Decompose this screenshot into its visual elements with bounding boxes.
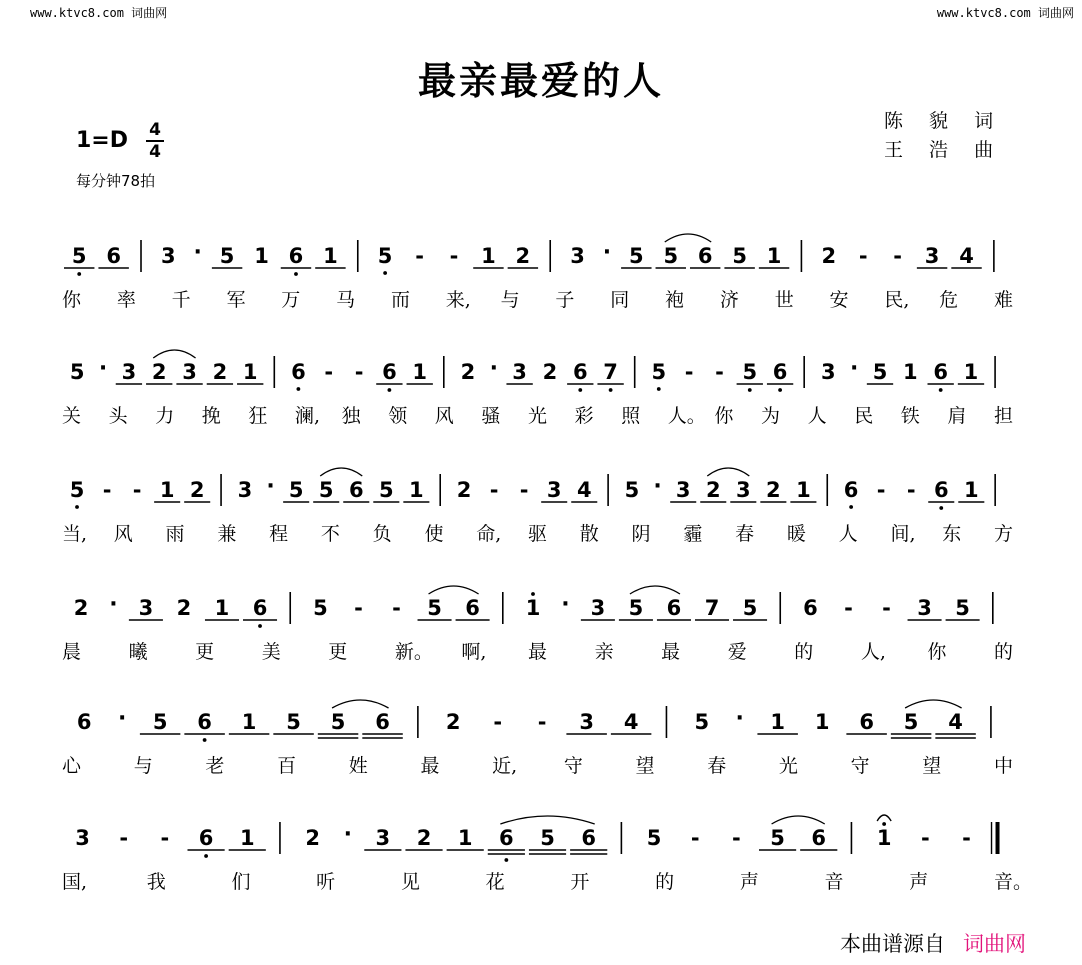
- time-signature-top: 4: [149, 120, 161, 140]
- note: 3: [570, 244, 585, 268]
- dash: -: [732, 826, 741, 850]
- lyric-word: 民,: [884, 289, 910, 311]
- lyric-word: 担: [994, 405, 1014, 427]
- note: 2: [705, 478, 721, 502]
- lyric-word: 彩: [574, 405, 594, 427]
- lyric-word: 亲: [594, 641, 614, 663]
- source-label: 本曲谱源自: [840, 932, 945, 956]
- low-octave-dot: [203, 738, 207, 742]
- lyric-word: 人,: [860, 641, 886, 663]
- note: 1: [876, 826, 892, 850]
- dash: -: [882, 596, 891, 620]
- lyric-word: 狂: [248, 405, 268, 427]
- dotted-rhythm: ·: [118, 706, 127, 731]
- lyric-word: 光: [778, 755, 798, 777]
- note: 6: [811, 826, 827, 850]
- lyric-word: 听: [316, 871, 336, 893]
- dash: -: [119, 826, 129, 850]
- note: 3: [579, 710, 594, 734]
- low-octave-dot: [939, 388, 943, 392]
- dotted-rhythm: ·: [489, 356, 498, 381]
- note: 5: [732, 244, 747, 268]
- note: 1: [814, 710, 830, 734]
- note: 5: [330, 710, 346, 734]
- lyric-word: 光: [528, 405, 548, 427]
- lyric-word: 为: [761, 405, 781, 427]
- note: 1: [963, 360, 979, 384]
- note: 1: [903, 360, 918, 384]
- lyric-word: 领: [388, 405, 408, 427]
- note: 1: [525, 596, 541, 620]
- lyric-word: 晨: [62, 641, 82, 663]
- low-octave-dot: [258, 624, 262, 628]
- dash: -: [489, 478, 499, 502]
- composer-credit: 王 浩 曲: [884, 139, 1004, 161]
- slur: [665, 234, 711, 242]
- note: 4: [576, 478, 592, 502]
- lyric-word: 望: [922, 755, 942, 777]
- note: 5: [286, 710, 301, 734]
- lyric-word: 照: [621, 405, 641, 427]
- note: 6: [76, 710, 92, 734]
- lyric-word: 国,: [62, 871, 88, 893]
- lyric-word: 音。: [994, 871, 1033, 893]
- dash: -: [906, 478, 916, 502]
- low-octave-dot: [383, 271, 387, 275]
- lyric-word: 世: [774, 289, 794, 311]
- note: 6: [499, 826, 514, 850]
- lyric-word: 守: [850, 755, 870, 777]
- lyric-word: 曦: [128, 641, 148, 663]
- dash: -: [324, 360, 334, 384]
- note: 5: [651, 360, 667, 384]
- dotted-rhythm: ·: [266, 474, 275, 499]
- note: 5: [663, 244, 679, 268]
- note: 5: [742, 596, 758, 620]
- low-octave-dot: [609, 388, 613, 392]
- lyric-word: 雨: [165, 523, 185, 545]
- slur: [630, 586, 680, 594]
- lyric-word: 关: [62, 405, 82, 427]
- note: 5: [378, 478, 394, 502]
- lyric-word: 澜,: [295, 405, 321, 427]
- lyric-word: 望: [635, 755, 655, 777]
- lyric-word: 风: [113, 523, 133, 545]
- note: 3: [924, 244, 940, 268]
- dotted-rhythm: ·: [849, 356, 859, 381]
- note: 1: [457, 826, 473, 850]
- dash: -: [844, 596, 853, 620]
- note: 7: [704, 596, 720, 620]
- lyric-word: 新。: [394, 641, 433, 663]
- note: 6: [772, 360, 788, 384]
- time-signature-bottom: 4: [149, 142, 161, 162]
- note: 6: [933, 360, 948, 384]
- note: 2: [151, 360, 167, 384]
- dash: -: [132, 478, 142, 502]
- note: 5: [629, 244, 644, 268]
- lyric-word: 你: [714, 405, 734, 427]
- lyric-word: 东: [942, 523, 962, 545]
- note: 2: [73, 596, 89, 620]
- slur: [707, 468, 749, 476]
- lyric-word: 更: [328, 641, 348, 663]
- dash: -: [858, 244, 868, 268]
- low-octave-dot: [748, 388, 752, 392]
- low-octave-dot: [75, 505, 79, 509]
- slur: [905, 700, 961, 708]
- lyric-word: 负: [372, 523, 392, 545]
- note: 4: [959, 244, 974, 268]
- lyric-word: 万: [281, 289, 301, 311]
- dash: -: [690, 826, 700, 850]
- lyric-word: 守: [563, 755, 583, 777]
- dash: -: [920, 826, 930, 850]
- note: 2: [212, 360, 228, 384]
- lyric-word: 而: [390, 289, 410, 311]
- lyric-word: 暖: [786, 523, 806, 545]
- lyric-word: 春: [707, 755, 727, 777]
- note: 6: [288, 244, 304, 268]
- note: 6: [666, 596, 682, 620]
- note: 3: [546, 478, 562, 502]
- lyric-word: 的: [655, 871, 675, 893]
- lyric-word: 军: [226, 289, 246, 311]
- note: 5: [628, 596, 644, 620]
- note: 6: [933, 478, 949, 502]
- note: 6: [697, 244, 713, 268]
- note: 2: [445, 710, 461, 734]
- lyric-word: 姓: [348, 755, 368, 777]
- note: 6: [843, 478, 859, 502]
- note: 5: [770, 826, 785, 850]
- note: 3: [75, 826, 90, 850]
- note: 6: [375, 710, 390, 734]
- lyric-word: 铁: [900, 405, 920, 427]
- lyric-word: 难: [994, 289, 1014, 311]
- lyric-word: 人: [838, 523, 858, 545]
- note: 1: [412, 360, 428, 384]
- note: 1: [159, 478, 175, 502]
- tempo-marking: 每分钟78拍: [76, 172, 156, 190]
- dotted-rhythm: ·: [653, 474, 662, 499]
- note: 1: [766, 244, 782, 268]
- note: 5: [624, 478, 640, 502]
- lyric-word: 济: [719, 289, 739, 311]
- lyric-word: 危: [939, 289, 959, 311]
- dash: -: [354, 596, 363, 620]
- note: 3: [917, 596, 932, 620]
- note: 1: [323, 244, 338, 268]
- note: 2: [189, 478, 205, 502]
- lyric-word: 近,: [492, 755, 518, 777]
- lyric-word: 头: [108, 405, 128, 427]
- note: 1: [796, 478, 811, 502]
- lyric-word: 同: [610, 289, 630, 311]
- lyric-word: 我: [146, 871, 166, 893]
- lyric-word: 中: [994, 755, 1014, 777]
- dash: -: [893, 244, 903, 268]
- note: 1: [963, 478, 979, 502]
- low-octave-dot: [578, 388, 582, 392]
- note: 2: [176, 596, 192, 620]
- note: 2: [456, 478, 472, 502]
- note: 3: [161, 244, 176, 268]
- note: 3: [675, 478, 691, 502]
- low-octave-dot: [657, 387, 661, 391]
- low-octave-dot: [778, 388, 782, 392]
- lyric-word: 最: [528, 641, 548, 663]
- dotted-rhythm: ·: [561, 592, 570, 617]
- lyric-word: 与: [133, 755, 153, 777]
- lyric-word: 老: [205, 755, 225, 777]
- note: 4: [623, 710, 639, 734]
- lyric-word: 人。: [667, 405, 706, 427]
- note: 2: [542, 360, 558, 384]
- lyric-word: 肩: [947, 405, 967, 427]
- lyric-word: 更: [195, 641, 215, 663]
- note: 6: [581, 826, 597, 850]
- dash: -: [160, 826, 170, 850]
- note: 1: [254, 244, 269, 268]
- note: 5: [646, 826, 662, 850]
- lyric-word: 最: [420, 755, 440, 777]
- lyric-word: 使: [424, 523, 444, 545]
- note: 6: [198, 826, 214, 850]
- lyric-word: 挽: [201, 405, 221, 427]
- slur: [332, 700, 388, 708]
- note: 3: [375, 826, 391, 850]
- dash: -: [519, 478, 529, 502]
- note: 1: [770, 710, 785, 734]
- lyric-word: 子: [555, 289, 575, 311]
- note: 6: [465, 596, 480, 620]
- lyric-word: 散: [579, 523, 599, 545]
- dash: -: [493, 710, 503, 734]
- note: 1: [409, 478, 424, 502]
- lyric-word: 独: [341, 405, 361, 427]
- note: 1: [214, 596, 230, 620]
- lyric-word: 人: [807, 405, 827, 427]
- lyric-word: 的: [794, 641, 814, 663]
- note: 3: [182, 360, 197, 384]
- note: 2: [305, 826, 320, 850]
- dotted-rhythm: ·: [98, 356, 108, 381]
- lyric-word: 声: [909, 871, 929, 893]
- watermark-right: www.ktvc8.com 词曲网: [936, 6, 1074, 20]
- note: 1: [481, 244, 496, 268]
- dotted-rhythm: ·: [193, 240, 202, 265]
- note: 4: [948, 710, 963, 734]
- lyric-word: 霾: [683, 523, 703, 545]
- lyric-word: 你: [927, 641, 947, 663]
- low-octave-dot: [296, 387, 300, 391]
- lyric-word: 的: [994, 641, 1014, 663]
- note: 6: [197, 710, 212, 734]
- slur: [429, 586, 479, 594]
- lyric-word: 最: [661, 641, 681, 663]
- note: 5: [377, 244, 393, 268]
- slur: [320, 468, 362, 476]
- slur: [500, 816, 594, 824]
- lyric-word: 间,: [890, 523, 916, 545]
- dash: -: [449, 244, 459, 268]
- low-octave-dot: [294, 272, 298, 276]
- low-octave-dot: [204, 854, 208, 858]
- fermata: [877, 815, 891, 821]
- note: 5: [318, 478, 334, 502]
- lyric-word: 春: [735, 523, 755, 545]
- low-octave-dot: [387, 388, 391, 392]
- note: 6: [859, 710, 874, 734]
- lyric-word: 不: [320, 523, 340, 545]
- note: 6: [252, 596, 268, 620]
- note: 5: [742, 360, 758, 384]
- note: 6: [291, 360, 306, 384]
- dash: -: [684, 360, 694, 384]
- lyric-word: 花: [485, 871, 505, 893]
- note: 5: [903, 710, 919, 734]
- dash: -: [354, 360, 364, 384]
- dash: -: [392, 596, 401, 620]
- lyric-word: 你: [62, 289, 82, 311]
- low-octave-dot: [77, 272, 81, 276]
- lyric-word: 爱: [727, 641, 747, 663]
- lyric-word: 心: [62, 755, 82, 777]
- key-signature: 1=D: [76, 128, 129, 153]
- lyric-word: 兼: [217, 523, 237, 545]
- dash: -: [962, 826, 971, 850]
- note: 2: [821, 244, 837, 268]
- note: 3: [237, 478, 253, 502]
- lyric-word: 百: [277, 755, 297, 777]
- note: 2: [416, 826, 432, 850]
- lyric-word: 率: [116, 289, 136, 311]
- lyric-word: 见: [400, 871, 420, 893]
- lyric-word: 风: [434, 405, 454, 427]
- note: 5: [427, 596, 442, 620]
- dash: -: [102, 478, 112, 502]
- low-octave-dot: [504, 858, 508, 862]
- lyric-word: 安: [829, 289, 849, 311]
- note: 3: [121, 360, 137, 384]
- note: 5: [694, 710, 710, 734]
- note: 3: [590, 596, 606, 620]
- lyric-word: 千: [171, 289, 191, 311]
- note: 5: [955, 596, 970, 620]
- note: 5: [313, 596, 328, 620]
- slur: [772, 816, 825, 824]
- dotted-rhythm: ·: [343, 822, 352, 847]
- note: 1: [239, 826, 255, 850]
- lyric-word: 马: [336, 289, 356, 311]
- dotted-rhythm: ·: [602, 240, 612, 265]
- lyric-word: 阴: [631, 523, 651, 545]
- high-octave-dot: [531, 592, 535, 596]
- note: 6: [572, 360, 588, 384]
- dotted-rhythm: ·: [735, 706, 744, 731]
- note: 6: [348, 478, 364, 502]
- lyric-word: 程: [269, 523, 289, 545]
- note: 5: [540, 826, 555, 850]
- note: 2: [515, 244, 531, 268]
- note: 2: [766, 478, 781, 502]
- lyric-word: 音: [824, 871, 844, 893]
- lyric-word: 与: [500, 289, 520, 311]
- lyric-word: 力: [155, 405, 175, 427]
- note: 5: [288, 478, 304, 502]
- note: 3: [736, 478, 751, 502]
- source-site[interactable]: 词曲网: [963, 932, 1026, 956]
- lyric-word: 美: [261, 641, 281, 663]
- note: 5: [69, 360, 85, 384]
- low-octave-dot: [849, 505, 853, 509]
- note: 6: [382, 360, 397, 384]
- note: 1: [242, 360, 258, 384]
- lyric-word: 来,: [445, 289, 471, 311]
- note: 6: [803, 596, 818, 620]
- note: 3: [820, 360, 836, 384]
- note: 3: [512, 360, 527, 384]
- note: 2: [460, 360, 476, 384]
- note: 5: [872, 360, 888, 384]
- dash: -: [715, 360, 724, 384]
- song-title: 最亲最爱的人: [417, 58, 664, 103]
- lyricist-credit: 陈 貌 词: [884, 110, 1004, 132]
- dash: -: [876, 478, 886, 502]
- dash: -: [537, 710, 547, 734]
- lyric-word: 声: [739, 871, 759, 893]
- lyric-word: 命,: [476, 523, 502, 545]
- lyric-word: 当,: [62, 523, 88, 545]
- lyric-word: 啊,: [461, 641, 487, 663]
- lyric-word: 驱: [528, 523, 548, 545]
- slur: [153, 350, 195, 358]
- note: 5: [219, 244, 235, 268]
- high-octave-dot: [882, 822, 886, 826]
- lyric-word: 民: [854, 405, 874, 427]
- note: 1: [241, 710, 257, 734]
- note: 5: [71, 244, 87, 268]
- note: 5: [152, 710, 168, 734]
- dotted-rhythm: ·: [109, 592, 118, 617]
- lyric-word: 开: [570, 871, 590, 893]
- source-footer: [840, 928, 1026, 958]
- dash: -: [415, 244, 424, 268]
- lyric-word: 袍: [665, 289, 685, 311]
- note: 6: [106, 244, 121, 268]
- lyric-word: 方: [994, 523, 1014, 545]
- note: 3: [138, 596, 154, 620]
- lyric-word: 们: [231, 871, 251, 893]
- note: 5: [69, 478, 85, 502]
- watermark-left: www.ktvc8.com 词曲网: [30, 6, 168, 20]
- lyric-word: 骚: [481, 405, 501, 427]
- note: 7: [603, 360, 618, 384]
- low-octave-dot: [939, 506, 943, 510]
